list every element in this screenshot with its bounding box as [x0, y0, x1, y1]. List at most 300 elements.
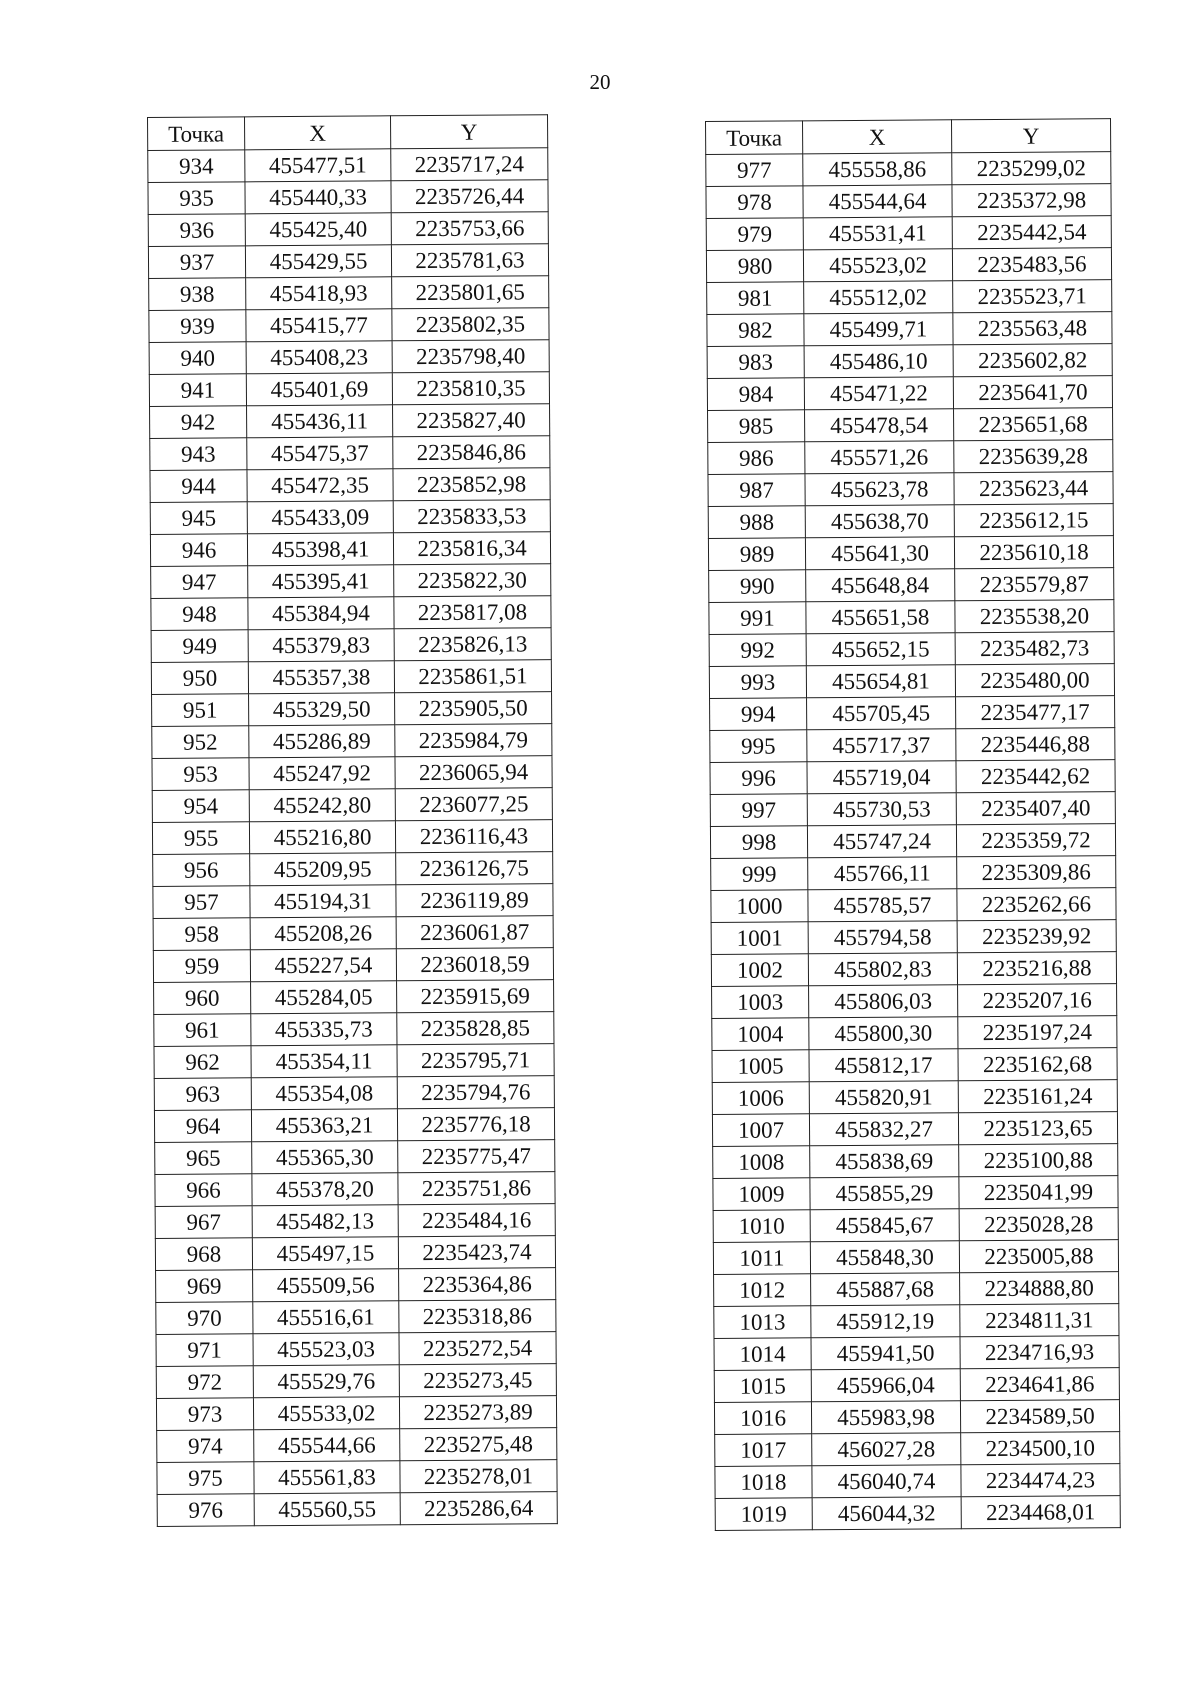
point-cell: 952 [152, 726, 249, 759]
point-cell: 938 [149, 278, 246, 311]
header-point: Точка [148, 117, 245, 151]
y-cell: 2235610,18 [954, 536, 1113, 569]
table-row [151, 596, 551, 631]
y-cell: 2235318,86 [399, 1300, 556, 1333]
y-cell: 2235623,44 [954, 472, 1113, 505]
table-row [714, 1272, 1119, 1307]
table-row [152, 692, 552, 727]
y-cell: 2235028,28 [959, 1208, 1118, 1241]
point-cell: 956 [153, 854, 250, 887]
y-cell: 2235639,28 [954, 440, 1113, 473]
x-cell: 455415,77 [246, 309, 392, 342]
table-row [714, 1336, 1119, 1371]
point-cell: 977 [706, 154, 803, 187]
point-cell: 936 [148, 214, 245, 247]
point-cell: 940 [149, 342, 246, 375]
x-cell: 455717,37 [807, 729, 956, 762]
point-cell: 942 [150, 406, 247, 439]
table-row [711, 856, 1116, 891]
y-cell: 2235262,66 [957, 888, 1116, 921]
point-cell: 991 [709, 602, 806, 635]
y-cell: 2235484,16 [398, 1204, 555, 1237]
table-row [152, 788, 552, 823]
x-cell: 455654,81 [806, 665, 955, 698]
y-cell: 2235579,87 [955, 568, 1114, 601]
point-cell: 962 [154, 1046, 251, 1079]
table-row [156, 1268, 556, 1303]
table-row [148, 244, 548, 279]
x-cell: 455523,03 [253, 1333, 399, 1366]
x-cell: 455623,78 [805, 473, 954, 506]
table-row [710, 824, 1115, 859]
x-cell: 455983,98 [811, 1401, 960, 1434]
y-cell: 2235826,13 [394, 628, 551, 661]
table-row [706, 184, 1111, 219]
x-cell: 455499,71 [804, 313, 953, 346]
table-row [714, 1304, 1119, 1339]
point-cell: 972 [156, 1366, 253, 1399]
y-cell: 2234474,23 [961, 1464, 1120, 1497]
table-row [148, 180, 548, 215]
table-row [153, 916, 553, 951]
table-row [708, 504, 1113, 539]
x-cell: 455418,93 [246, 277, 392, 310]
y-cell: 2235538,20 [955, 600, 1114, 633]
x-cell: 455747,24 [807, 825, 956, 858]
point-cell: 934 [148, 150, 245, 183]
table-row [714, 1368, 1119, 1403]
x-cell: 455497,15 [252, 1237, 398, 1270]
point-cell: 988 [708, 506, 805, 539]
x-cell: 455335,73 [251, 1013, 397, 1046]
y-cell: 2235446,88 [956, 728, 1115, 761]
point-cell: 986 [708, 442, 805, 475]
point-cell: 1018 [715, 1466, 812, 1499]
y-cell: 2235275,48 [400, 1428, 557, 1461]
table-row [710, 696, 1115, 731]
x-cell: 455523,02 [803, 249, 952, 282]
x-cell: 455812,17 [809, 1049, 958, 1082]
point-cell: 1007 [712, 1114, 809, 1147]
point-cell: 979 [706, 218, 803, 251]
table-row [150, 532, 550, 567]
x-cell: 455509,56 [253, 1269, 399, 1302]
point-cell: 948 [151, 598, 248, 631]
x-cell: 455216,80 [249, 821, 395, 854]
table-row [712, 1048, 1117, 1083]
x-cell: 455705,45 [807, 697, 956, 730]
y-cell: 2236065,94 [395, 756, 552, 789]
point-cell: 937 [148, 246, 245, 279]
y-cell: 2235273,89 [399, 1396, 556, 1429]
table-row [151, 628, 551, 663]
table-row [157, 1428, 557, 1463]
x-cell: 455802,83 [808, 953, 957, 986]
y-cell: 2235794,76 [397, 1076, 554, 1109]
x-cell: 455855,29 [810, 1177, 959, 1210]
table-row [154, 1044, 554, 1079]
point-cell: 958 [153, 918, 250, 951]
y-cell: 2235161,24 [958, 1080, 1117, 1113]
y-cell: 2236018,59 [396, 948, 553, 981]
x-cell: 455648,84 [806, 569, 955, 602]
x-cell: 455544,66 [254, 1429, 400, 1462]
y-cell: 2235278,01 [400, 1460, 557, 1493]
table-row [706, 248, 1111, 283]
y-cell: 2236116,43 [395, 820, 552, 853]
x-cell: 455486,10 [804, 345, 953, 378]
x-cell: 455641,30 [805, 537, 954, 570]
point-cell: 992 [709, 634, 806, 667]
point-cell: 976 [157, 1494, 254, 1527]
header-y: Y [951, 119, 1110, 153]
y-cell: 2235239,92 [957, 920, 1116, 953]
point-cell: 1000 [711, 890, 808, 923]
table-row [710, 792, 1115, 827]
point-cell: 965 [155, 1142, 252, 1175]
x-cell: 455561,83 [254, 1461, 400, 1494]
x-cell: 455208,26 [250, 917, 396, 950]
point-cell: 989 [708, 538, 805, 571]
y-cell: 2235100,88 [959, 1144, 1118, 1177]
y-cell: 2235984,79 [395, 724, 552, 757]
x-cell: 455357,38 [248, 661, 394, 694]
point-cell: 974 [157, 1430, 254, 1463]
point-cell: 1009 [713, 1178, 810, 1211]
point-cell: 996 [710, 762, 807, 795]
x-cell: 455286,89 [249, 725, 395, 758]
point-cell: 997 [710, 794, 807, 827]
y-cell: 2236077,25 [395, 788, 552, 821]
y-cell: 2234468,01 [961, 1496, 1120, 1529]
point-cell: 939 [149, 310, 246, 343]
point-cell: 1013 [714, 1306, 811, 1339]
table-row [713, 1208, 1118, 1243]
table-row [150, 468, 550, 503]
y-cell: 2235816,34 [393, 532, 550, 565]
x-cell: 455482,13 [252, 1205, 398, 1238]
y-cell: 2234500,10 [961, 1432, 1120, 1465]
point-cell: 954 [152, 790, 249, 823]
x-cell: 455652,15 [806, 633, 955, 666]
x-cell: 455363,21 [251, 1109, 397, 1142]
point-cell: 1003 [712, 986, 809, 1019]
x-cell: 455384,94 [248, 597, 394, 630]
table-row [712, 984, 1117, 1019]
point-cell: 951 [152, 694, 249, 727]
y-cell: 2235801,65 [392, 276, 549, 309]
point-cell: 1006 [712, 1082, 809, 1115]
y-cell: 2235798,40 [392, 340, 549, 373]
table-row [708, 536, 1113, 571]
point-cell: 1004 [712, 1018, 809, 1051]
point-cell: 973 [156, 1398, 253, 1431]
table-row [712, 1016, 1117, 1051]
x-cell: 455354,11 [251, 1045, 397, 1078]
y-cell: 2235726,44 [391, 180, 548, 213]
y-cell: 2235041,99 [959, 1176, 1118, 1209]
point-cell: 950 [151, 662, 248, 695]
point-cell: 944 [150, 470, 247, 503]
point-cell: 982 [707, 314, 804, 347]
table-row [708, 440, 1113, 475]
table-row [152, 724, 552, 759]
table-row [711, 920, 1116, 955]
y-cell: 2235612,15 [954, 504, 1113, 537]
point-cell: 960 [154, 982, 251, 1015]
x-cell: 455766,11 [808, 857, 957, 890]
table-row [713, 1176, 1118, 1211]
y-cell: 2235309,86 [957, 856, 1116, 889]
x-cell: 455838,69 [810, 1145, 959, 1178]
table-row [707, 344, 1112, 379]
table-header-row [706, 119, 1111, 155]
y-cell: 2235781,63 [391, 244, 548, 277]
point-cell: 975 [157, 1462, 254, 1495]
point-cell: 970 [156, 1302, 253, 1335]
y-cell: 2235852,98 [393, 468, 550, 501]
table-row [156, 1396, 556, 1431]
point-cell: 993 [709, 666, 806, 699]
y-cell: 2235915,69 [397, 980, 554, 1013]
table-row [156, 1300, 556, 1335]
x-cell: 455408,23 [246, 341, 392, 374]
table-row [709, 632, 1114, 667]
table-header-row [148, 115, 548, 151]
point-cell: 1016 [714, 1402, 811, 1435]
x-cell: 455820,91 [809, 1081, 958, 1114]
point-cell: 959 [153, 950, 250, 983]
y-cell: 2235442,54 [952, 216, 1111, 249]
table-row [157, 1492, 557, 1527]
y-cell: 2235162,68 [958, 1048, 1117, 1081]
x-cell: 456027,28 [812, 1433, 961, 1466]
x-cell: 455209,95 [250, 853, 396, 886]
point-cell: 941 [149, 374, 246, 407]
point-cell: 1015 [714, 1370, 811, 1403]
x-cell: 455436,11 [247, 405, 393, 438]
table-row [154, 1076, 554, 1111]
y-cell: 2234888,80 [960, 1272, 1119, 1305]
x-cell: 455800,30 [809, 1017, 958, 1050]
table-row [150, 436, 550, 471]
point-cell: 966 [155, 1174, 252, 1207]
y-cell: 2235802,35 [392, 308, 549, 341]
point-cell: 998 [710, 826, 807, 859]
x-cell: 455284,05 [251, 981, 397, 1014]
y-cell: 2235822,30 [394, 564, 551, 597]
y-cell: 2235442,62 [956, 760, 1115, 793]
point-cell: 987 [708, 474, 805, 507]
y-cell: 2235273,45 [399, 1364, 556, 1397]
x-cell: 455516,61 [253, 1301, 399, 1334]
point-cell: 985 [708, 410, 805, 443]
y-cell: 2235751,86 [398, 1172, 555, 1205]
x-cell: 455785,57 [808, 889, 957, 922]
table-row [155, 1140, 555, 1175]
table-row [151, 564, 551, 599]
table-row [154, 980, 554, 1015]
table-row [149, 308, 549, 343]
table-row [148, 148, 548, 183]
point-cell: 968 [155, 1238, 252, 1271]
x-cell: 455512,02 [804, 281, 953, 314]
y-cell: 2235482,73 [955, 632, 1114, 665]
y-cell: 2235407,40 [956, 792, 1115, 825]
y-cell: 2235775,47 [398, 1140, 555, 1173]
y-cell: 2235795,71 [397, 1044, 554, 1077]
table-row [155, 1204, 555, 1239]
table-row [708, 472, 1113, 507]
table-row [714, 1400, 1119, 1435]
point-cell: 1017 [715, 1434, 812, 1467]
point-cell: 949 [151, 630, 248, 663]
y-cell: 2235827,40 [393, 404, 550, 437]
point-cell: 1001 [711, 922, 808, 955]
y-cell: 2235480,00 [955, 664, 1114, 697]
point-cell: 983 [707, 346, 804, 379]
x-cell: 455329,50 [249, 693, 395, 726]
x-cell: 455440,33 [245, 181, 391, 214]
x-cell: 455848,30 [810, 1241, 959, 1274]
x-cell: 455533,02 [253, 1397, 399, 1430]
header-y: Y [390, 115, 547, 149]
y-cell: 2235197,24 [958, 1016, 1117, 1049]
coordinates-table-left [147, 114, 558, 1527]
point-cell: 964 [154, 1110, 251, 1143]
x-cell: 455395,41 [248, 565, 394, 598]
point-cell: 990 [709, 570, 806, 603]
x-cell: 455845,67 [810, 1209, 959, 1242]
y-cell: 2234716,93 [960, 1336, 1119, 1369]
x-cell: 455912,19 [811, 1305, 960, 1338]
y-cell: 2235641,70 [953, 376, 1112, 409]
table-row [712, 1112, 1117, 1147]
table-row [709, 600, 1114, 635]
x-cell: 455571,26 [805, 441, 954, 474]
y-cell: 2235717,24 [391, 148, 548, 181]
y-cell: 2235359,72 [956, 824, 1115, 857]
table-row [151, 660, 551, 695]
point-cell: 961 [154, 1014, 251, 1047]
y-cell: 2235861,51 [394, 660, 551, 693]
table-row [157, 1460, 557, 1495]
y-cell: 2234811,31 [960, 1304, 1119, 1337]
point-cell: 999 [711, 858, 808, 891]
y-cell: 2235123,65 [958, 1112, 1117, 1145]
table-row [155, 1172, 555, 1207]
y-cell: 2235272,54 [399, 1332, 556, 1365]
x-cell: 455379,83 [248, 629, 394, 662]
y-cell: 2236061,87 [396, 916, 553, 949]
point-cell: 1002 [711, 954, 808, 987]
point-cell: 957 [153, 886, 250, 919]
y-cell: 2234589,50 [960, 1400, 1119, 1433]
point-cell: 995 [710, 730, 807, 763]
y-cell: 2235216,88 [957, 952, 1116, 985]
x-cell: 455354,08 [251, 1077, 397, 1110]
x-cell: 455941,50 [811, 1337, 960, 1370]
x-cell: 455227,54 [250, 949, 396, 982]
x-cell: 455794,58 [808, 921, 957, 954]
y-cell: 2235753,66 [391, 212, 548, 245]
table-row [709, 568, 1114, 603]
point-cell: 963 [154, 1078, 251, 1111]
table-row [711, 952, 1116, 987]
table-row [155, 1236, 555, 1271]
table-row [708, 408, 1113, 443]
y-cell: 2235833,53 [393, 500, 550, 533]
point-cell: 1014 [714, 1338, 811, 1371]
table-row [712, 1080, 1117, 1115]
table-row [706, 216, 1111, 251]
x-cell: 455560,55 [254, 1493, 400, 1526]
table-row [706, 152, 1111, 187]
table-row [709, 664, 1114, 699]
x-cell: 456040,74 [812, 1465, 961, 1498]
point-cell: 1008 [713, 1146, 810, 1179]
table-row [152, 756, 552, 791]
y-cell: 2235364,86 [399, 1268, 556, 1301]
point-cell: 953 [152, 758, 249, 791]
point-cell: 1011 [713, 1242, 810, 1275]
y-cell: 2235372,98 [952, 184, 1111, 217]
point-cell: 945 [150, 502, 247, 535]
table-row [156, 1364, 556, 1399]
x-cell: 455398,41 [247, 533, 393, 566]
x-cell: 455806,03 [809, 985, 958, 1018]
table-row [707, 376, 1112, 411]
x-cell: 455558,86 [803, 153, 952, 186]
x-cell: 455531,41 [803, 217, 952, 250]
table-row [149, 276, 549, 311]
table-row [711, 888, 1116, 923]
point-cell: 969 [156, 1270, 253, 1303]
header-x: X [803, 120, 952, 154]
table-row [156, 1332, 556, 1367]
table-row [150, 500, 550, 535]
x-cell: 455475,37 [247, 437, 393, 470]
header-x: X [245, 116, 391, 150]
table-row [153, 884, 553, 919]
x-cell: 455471,22 [804, 377, 953, 410]
point-cell: 1019 [715, 1498, 812, 1531]
table-row [713, 1144, 1118, 1179]
y-cell: 2235776,18 [397, 1108, 554, 1141]
y-cell: 2235423,74 [398, 1236, 555, 1269]
table-row [715, 1432, 1120, 1467]
point-cell: 943 [150, 438, 247, 471]
point-cell: 984 [707, 378, 804, 411]
x-cell: 455719,04 [807, 761, 956, 794]
y-cell: 2236126,75 [396, 852, 553, 885]
point-cell: 994 [710, 698, 807, 731]
x-cell: 455638,70 [805, 505, 954, 538]
point-cell: 981 [707, 282, 804, 315]
x-cell: 455242,80 [249, 789, 395, 822]
x-cell: 455730,53 [807, 793, 956, 826]
table-row [707, 280, 1112, 315]
table-row [149, 372, 549, 407]
x-cell: 455401,69 [246, 373, 392, 406]
table-row [150, 404, 550, 439]
table-row [154, 1108, 554, 1143]
x-cell: 455478,54 [805, 409, 954, 442]
y-cell: 2235846,86 [393, 436, 550, 469]
x-cell: 455529,76 [253, 1365, 399, 1398]
table-row [707, 312, 1112, 347]
y-cell: 2235523,71 [953, 280, 1112, 313]
